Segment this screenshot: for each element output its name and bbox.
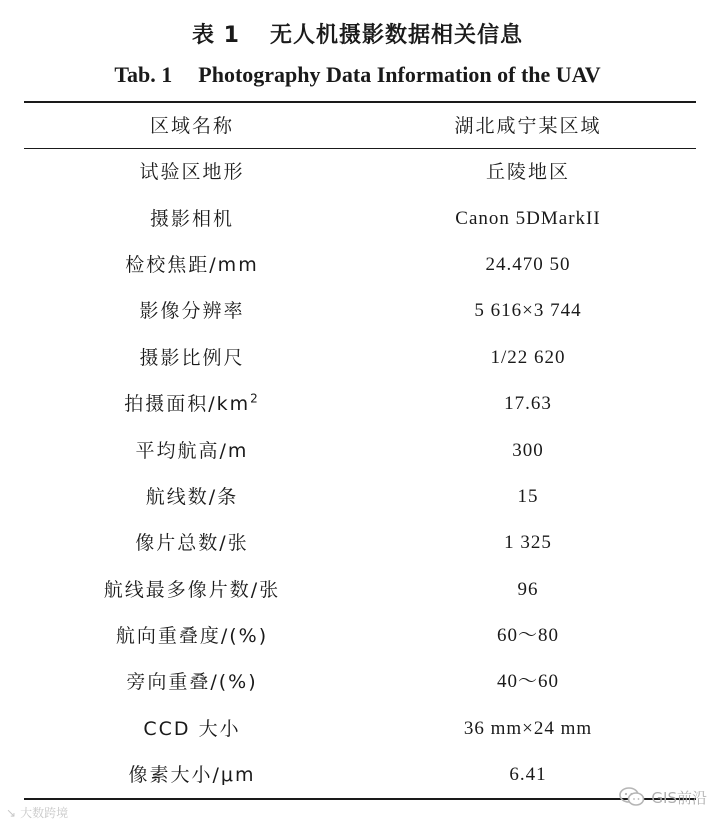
table-row (24, 752, 696, 798)
row-label: 摄影比例尺 (139, 346, 245, 369)
row-value: 17.63 (504, 393, 552, 415)
row-label: 影像分辨率 (139, 300, 245, 323)
row-label: 像素大小/μm (128, 764, 256, 787)
row-label: 试验区地形 (139, 161, 245, 184)
table-caption-en (0, 60, 715, 90)
row-value: 6.41 (509, 764, 547, 786)
table-row (24, 427, 696, 473)
row-value: 60～80 (496, 625, 559, 647)
header-cell-left: 区域名称 (149, 114, 234, 137)
row-label: 像片总数/张 (135, 532, 249, 555)
row-label: 平均航高/m (135, 439, 249, 462)
table-row (24, 706, 696, 752)
table-row (24, 381, 696, 427)
row-value: 36 mm×24 mm (463, 717, 593, 739)
caption-en-text: Photography Data Information of the UAV (198, 62, 601, 87)
watermark-right (619, 786, 707, 808)
table-row (24, 242, 696, 288)
row-value: 丘陵地区 (485, 161, 570, 184)
table-row (24, 659, 696, 705)
caption-cn-label: 表 1 (192, 23, 240, 48)
row-value: 15 (517, 485, 539, 507)
row-value: 1 325 (504, 532, 552, 554)
row-label: CCD 大小 (143, 717, 241, 740)
watermark-left (6, 804, 68, 821)
row-value: 300 (512, 439, 544, 461)
row-value: 40～60 (496, 671, 559, 693)
table-row (24, 520, 696, 566)
table-row (24, 335, 696, 381)
table-caption-cn (0, 20, 715, 52)
row-label (24, 392, 360, 416)
table-row (24, 195, 696, 241)
table-header-row (24, 103, 696, 148)
row-value: 24.470 50 (485, 253, 571, 275)
table-row (24, 613, 696, 659)
caption-en-label: Tab. 1 (114, 62, 173, 87)
row-label: 旁向重叠/(%) (126, 671, 258, 694)
watermark-left-text: 大数跨境 (20, 806, 69, 820)
table-row (24, 288, 696, 334)
row-label: 航向重叠度/(%) (115, 625, 269, 648)
header-cell-right: 湖北咸宁某区域 (454, 114, 602, 137)
caption-cn-text: 无人机摄影数据相关信息 (269, 23, 523, 48)
row-value: 5 616×3 744 (474, 300, 582, 322)
row-value: Canon 5DMarkII (455, 207, 601, 229)
chat-bubble-icon (619, 786, 645, 808)
row-value: 1/22 620 (490, 346, 566, 368)
watermark-logo-icon: ↘ (6, 805, 17, 820)
table-row (24, 149, 696, 195)
row-value: 96 (517, 578, 539, 600)
table-row (24, 567, 696, 613)
row-label: 检校焦距/mm (125, 253, 259, 276)
watermark-right-text: GIS前沿 (651, 788, 707, 807)
row-label-text: 拍摄面积/km (124, 393, 251, 416)
table-row (24, 474, 696, 520)
data-table (24, 103, 696, 798)
superscript: 2 (250, 391, 260, 406)
row-label: 航线数/条 (145, 485, 239, 508)
row-label: 摄影相机 (149, 207, 234, 230)
row-label: 航线最多像片数/张 (103, 578, 281, 601)
table-body (24, 149, 696, 798)
